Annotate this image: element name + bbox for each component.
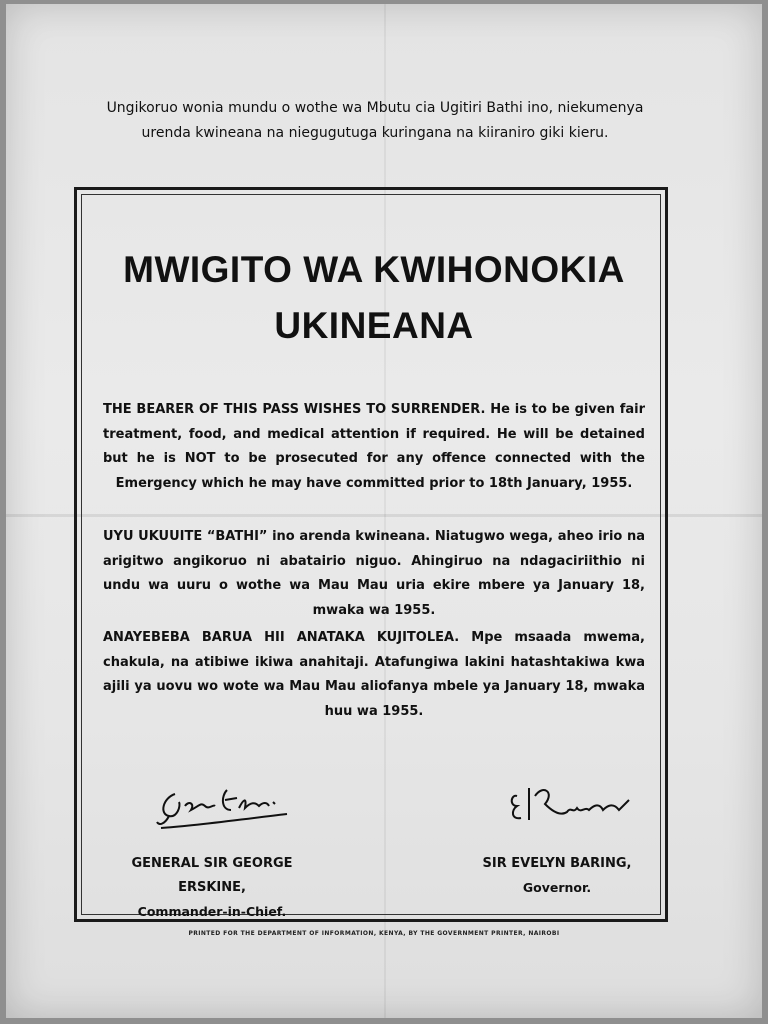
intro-line-1: Ungikoruo wonia mundu o wothe wa Mbutu cia Ugitiri Bathi ino, niekumenya xyxy=(106,100,644,116)
pass-title xyxy=(77,242,671,354)
signer-baring-name: SIR EVELYN BARING, xyxy=(482,856,632,871)
title-line-1: MWIGITO WA KWIHONOKIA xyxy=(123,249,625,290)
pass-frame xyxy=(74,187,668,922)
signer-erskine xyxy=(97,852,327,924)
printer-imprint: PRINTED FOR THE DEPARTMENT OF INFORMATION, KENYA, BY THE GOVERNMENT PRINTER, NAIROBI xyxy=(188,930,560,937)
signer-baring-role: Governor. xyxy=(522,880,592,895)
signer-erskine-role: Commander-in-Chief. xyxy=(137,904,287,919)
kikuyu-paragraph: UYU UKUUITE “BATHI” ino arenda kwineana. Niatugwo wega, aheo irio na arigitwo angikoruo ni abatairio niguo. Ahingiruo na ndagaciriithio ni undu wa uuru o wothe wa Mau Mau uria ekire mbere ya January 18, mwaka wa 1955. xyxy=(103,529,645,618)
signer-baring xyxy=(472,852,642,900)
swahili-paragraph: ANAYEBEBA BARUA HII ANATAKA KUJITOLEA. Mpe msaada mwema, chakula, na atibiwe ikiwa anahitaji. Atafungiwa lakini hatashtakiwa kwa ajili ya uovu wo wote wa Mau Mau aliofanya mbele ya January 18, mwaka huu wa 1955. xyxy=(103,630,645,719)
english-paragraph: THE BEARER OF THIS PASS WISHES TO SURRENDER. He is to be given fair treatment, food, and medical attention if required. He will be detained but he is NOT to be prosecuted for any offence connected with the Emergency which he may have committed prior to 18th January, 1955. xyxy=(103,402,645,491)
intro-line-2: urenda kwineana na niegugutuga kuringana na kiiraniro giki kieru. xyxy=(141,125,609,141)
signer-erskine-name: GENERAL SIR GEORGE ERSKINE, xyxy=(131,856,293,895)
title-line-2: UKINEANA xyxy=(274,305,474,346)
erskine-signature xyxy=(155,776,315,836)
intro-text xyxy=(90,96,660,146)
baring-signature xyxy=(507,776,647,836)
